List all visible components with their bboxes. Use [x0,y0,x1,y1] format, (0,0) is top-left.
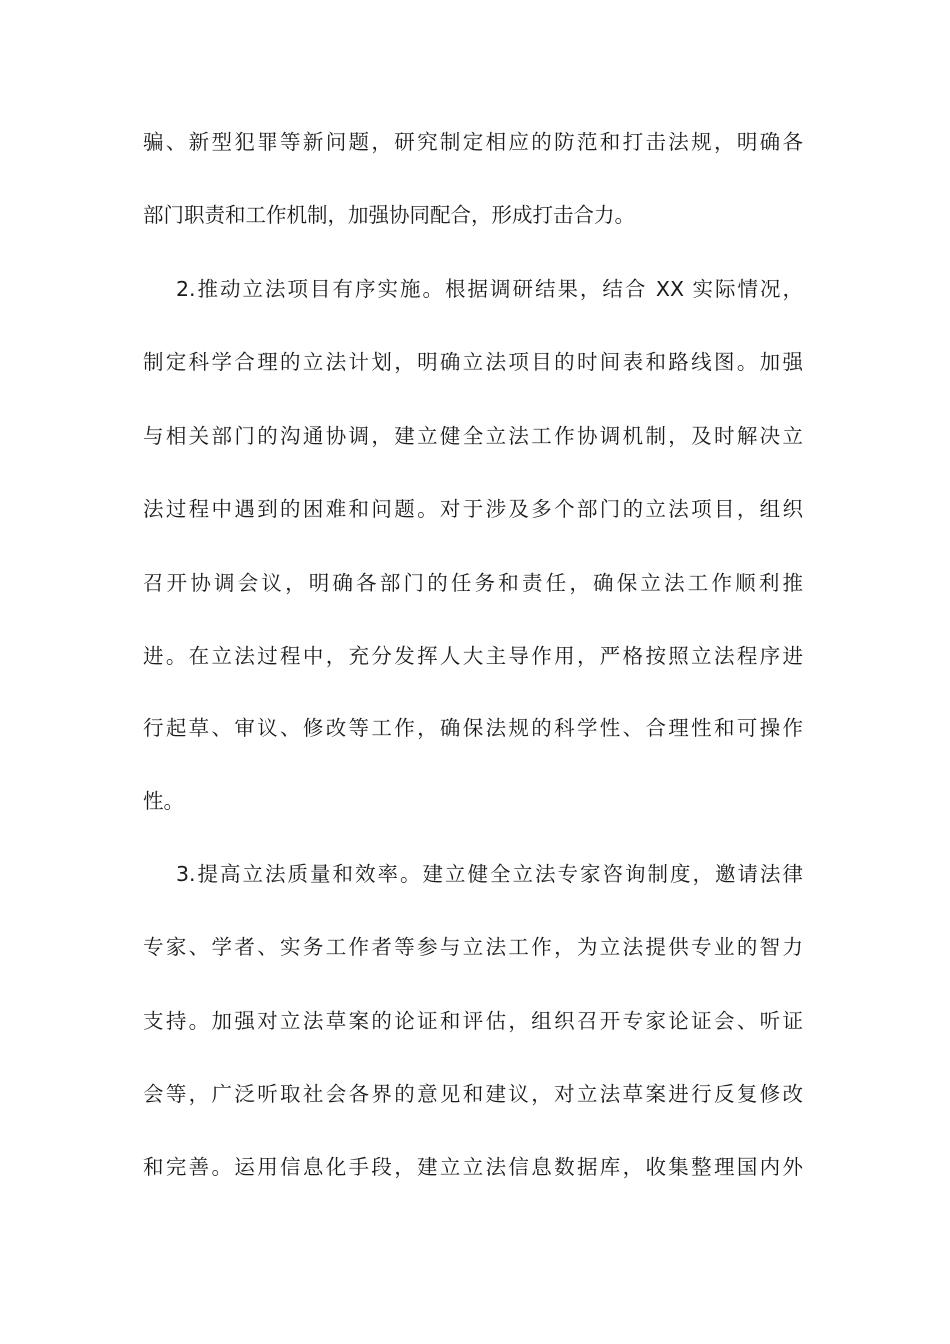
text-line: 召开协调会议，明确各部门的任务和责任，确保立法工作顺利推 [143,571,803,595]
text-line: 会等，广泛听取社会各界的意见和建议，对立法草案进行反复修改 [143,1082,803,1106]
text-line: 部门职责和工作机制，加强协同配合，形成打击合力。 [143,203,635,227]
text-line: 和完善。运用信息化手段，建立立法信息数据库，收集整理国内外 [143,1155,803,1179]
text-line: 专家、学者、实务工作者等参与立法工作，为立法提供专业的智力 [143,935,803,959]
item-2-heading-line: 2.推动立法项目有序实施。根据调研结果，结合 XX 实际情况， [176,277,803,301]
text-line: 支持。加强对立法草案的论证和评估，组织召开专家论证会、听证 [143,1009,803,1033]
text-line: 法过程中遇到的困难和问题。对于涉及多个部门的立法项目，组织 [143,497,803,521]
text-line: 行起草、审议、修改等工作，确保法规的科学性、合理性和可操作 [143,716,803,740]
text-line: 性。 [143,789,184,813]
text-line: 进。在立法过程中，充分发挥人大主导作用，严格按照立法程序进 [143,644,803,668]
text-line: 制定科学合理的立法计划，明确立法项目的时间表和路线图。加强 [143,350,803,374]
text-line: 与相关部门的沟通协调，建立健全立法工作协调机制，及时解决立 [143,424,803,448]
item-3-heading-line: 3.提高立法质量和效率。建立健全立法专家咨询制度，邀请法律 [176,862,803,886]
text-line: 骗、新型犯罪等新问题，研究制定相应的防范和打击法规，明确各 [143,130,803,154]
